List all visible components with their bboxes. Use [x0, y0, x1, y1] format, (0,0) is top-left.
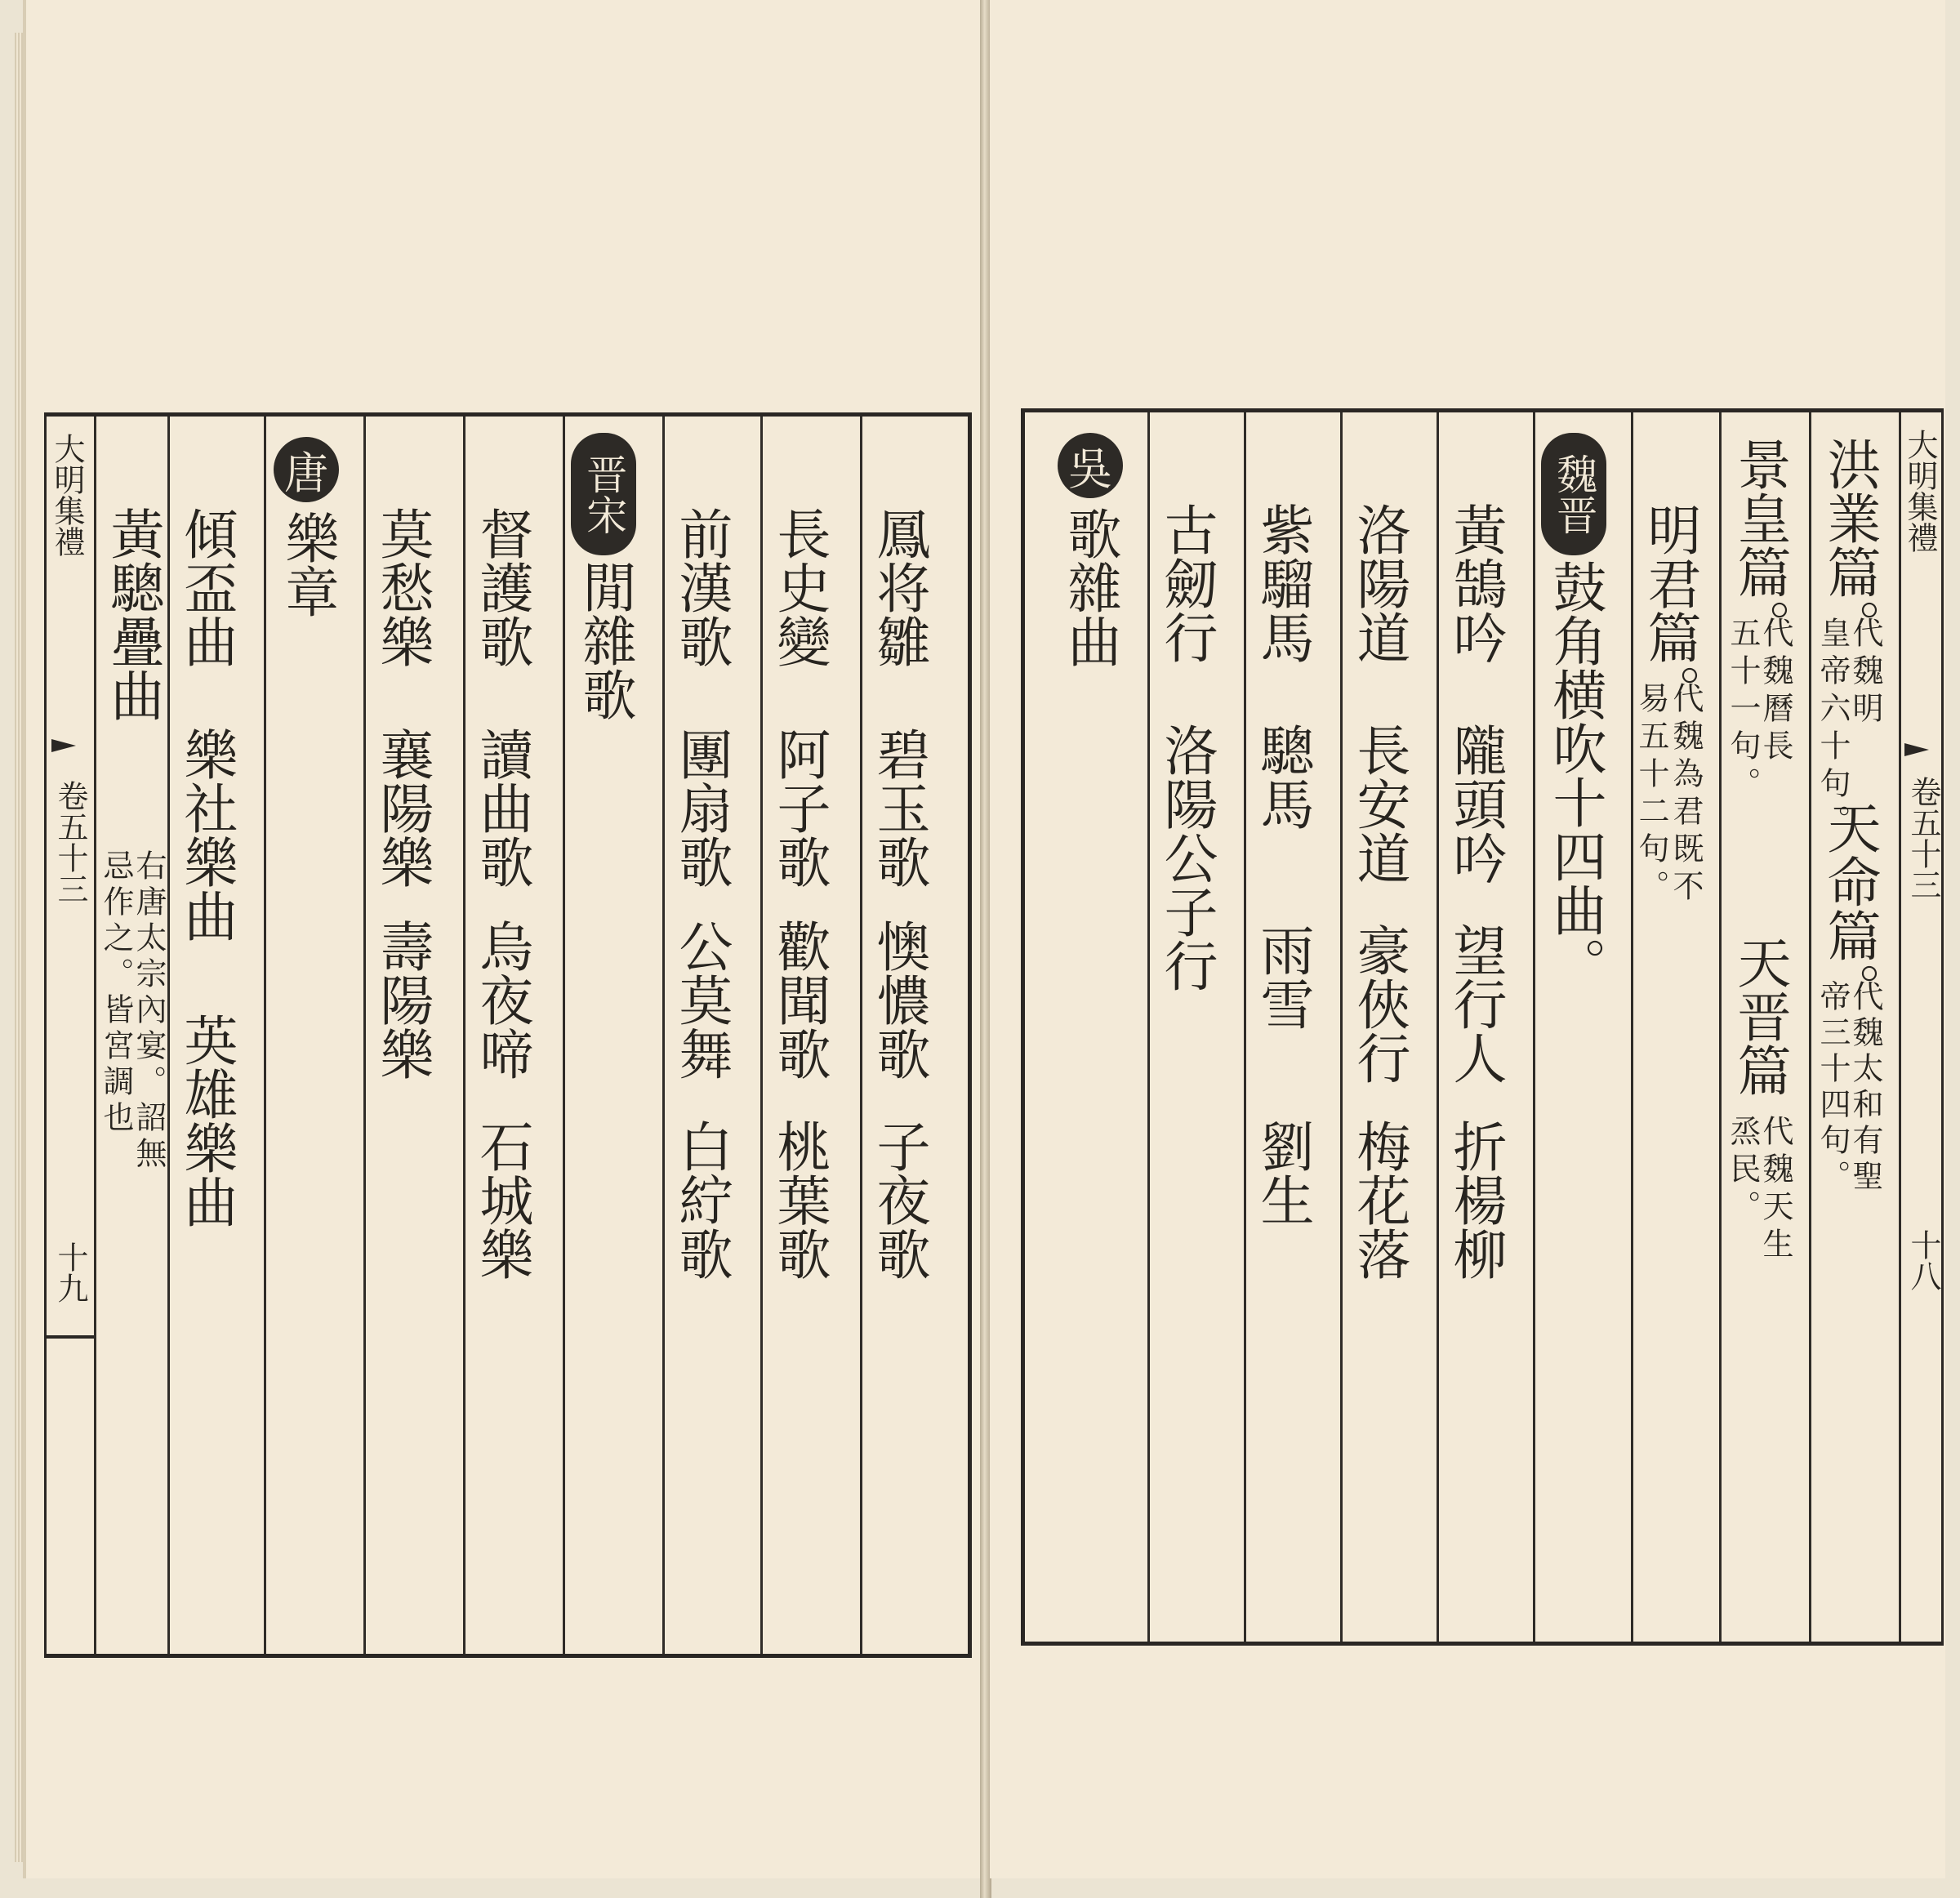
left-margin-strip — [47, 417, 94, 1654]
right-col-5-b: 隴頭吟 — [1444, 723, 1507, 884]
left-col-4-main: 閒雜歌 — [573, 559, 636, 721]
right-col-3-note-left: 易五十二句。 — [1633, 682, 1669, 907]
right-col-2-note-right: 代魏曆長 — [1757, 617, 1793, 767]
right-margin-page: 十八 — [1905, 1229, 1941, 1291]
right-text-frame — [1021, 408, 1944, 1646]
left-col-2-d: 桃葉歌 — [768, 1119, 831, 1281]
right-col-1-note2-left: 帝三十四句。 — [1815, 980, 1851, 1196]
right-col-1-note2-right: 代魏太和有聖 — [1847, 980, 1883, 1196]
right-col-6-d: 梅花落 — [1348, 1119, 1410, 1281]
column-rule — [1719, 412, 1722, 1642]
seal-jin-song — [571, 433, 636, 555]
left-col-1-a: 鳳将雛 — [867, 506, 930, 668]
seal-wei-jin-text: 魏晋 — [1550, 453, 1598, 535]
left-col-1-b: 碧玉歌 — [867, 727, 930, 889]
right-col-5-d: 折楊柳 — [1444, 1119, 1507, 1281]
column-rule — [363, 417, 366, 1654]
column-rule — [1533, 412, 1535, 1642]
seal-wu: 吳 — [1058, 433, 1123, 498]
column-rule — [167, 417, 170, 1654]
left-col-8-b: 樂社樂曲 — [175, 727, 238, 942]
left-col-9-main: 黃驄疊曲 — [101, 506, 164, 722]
right-col-3-main: 明君篇。 — [1638, 502, 1701, 718]
left-col-3-b: 團扇歌 — [670, 727, 733, 889]
left-page — [23, 0, 985, 1878]
right-col-1-main2: 天命篇。 — [1818, 800, 1881, 1016]
right-col-1-note-left: 皇帝六十句。 — [1815, 617, 1851, 842]
right-col-2-main: 景皇篇。 — [1728, 437, 1791, 653]
column-rule — [264, 417, 266, 1654]
left-col-2-c: 歡聞歌 — [768, 919, 831, 1080]
column-rule — [1147, 412, 1150, 1642]
column-rule — [662, 417, 665, 1654]
column-rule — [760, 417, 763, 1654]
left-col-8-a: 傾盃曲 — [175, 506, 238, 668]
right-col-5-c: 望行人 — [1444, 923, 1507, 1085]
left-margin-page: 十九 — [52, 1241, 88, 1303]
right-col-2-note-left: 五十一句。 — [1725, 617, 1761, 804]
right-margin-volume: 卷五十三 — [1905, 776, 1941, 900]
column-rule — [1631, 412, 1633, 1642]
left-col-3-a: 前漢歌 — [670, 506, 733, 668]
left-margin-volume: 卷五十三 — [52, 780, 88, 904]
fold-mark — [51, 739, 76, 752]
left-col-1-c: 懊憹歌 — [867, 919, 930, 1080]
right-col-7-c: 雨雪 — [1251, 923, 1314, 1031]
right-col-8-b: 洛陽公子行 — [1155, 723, 1218, 992]
left-col-2-a: 長史變 — [768, 506, 831, 668]
right-col-7-a: 紫騮馬 — [1251, 502, 1314, 664]
left-col-5-c: 烏夜啼 — [470, 919, 533, 1080]
right-margin-strip — [1901, 412, 1944, 1642]
column-rule — [1340, 412, 1343, 1642]
right-col-5-a: 黃鵠吟 — [1444, 502, 1507, 664]
right-col-2-main2: 天晋篇 — [1728, 935, 1791, 1097]
column-rule — [463, 417, 466, 1654]
left-text-frame — [44, 412, 972, 1658]
left-col-9-note-right: 右唐太宗內宴。詔無 — [131, 849, 167, 1173]
right-col-9-main: 歌雜曲 — [1058, 506, 1121, 668]
column-rule — [94, 417, 96, 1654]
right-col-2-note2-right: 代魏天生 — [1757, 1115, 1793, 1265]
column-rule — [1809, 412, 1811, 1642]
left-col-9-note-left: 忌作之。皆宮調也 — [98, 849, 134, 1137]
left-col-3-c: 公莫舞 — [670, 919, 733, 1080]
right-margin-title: 大明集禮 — [1902, 429, 1938, 553]
right-col-6-c: 豪俠行 — [1348, 923, 1410, 1085]
left-col-6-b: 襄陽樂 — [371, 727, 434, 889]
left-col-3-d: 白紵歌 — [670, 1119, 733, 1281]
right-col-7-d: 劉生 — [1251, 1119, 1314, 1227]
left-col-7-main: 樂章 — [276, 510, 339, 618]
left-margin-title: 大明集禮 — [49, 433, 85, 557]
column-rule — [563, 417, 565, 1654]
left-col-5-a: 督護歌 — [470, 506, 533, 668]
right-page — [990, 0, 1945, 1878]
right-col-3-note-right: 代魏為君既不 — [1668, 682, 1704, 907]
right-col-8-a: 古劒行 — [1155, 502, 1218, 664]
left-col-5-d: 石城樂 — [470, 1119, 533, 1281]
right-col-4-main: 鼓角横吹十四曲。 — [1544, 559, 1606, 991]
column-rule — [860, 417, 862, 1654]
left-col-2-b: 阿子歌 — [768, 727, 831, 889]
left-col-6-c: 壽陽樂 — [371, 919, 434, 1080]
margin-rule — [47, 1335, 94, 1339]
left-col-1-d: 子夜歌 — [867, 1119, 930, 1281]
column-rule — [1437, 412, 1439, 1642]
left-col-5-b: 讀曲歌 — [470, 727, 533, 889]
left-col-6-a: 莫愁樂 — [371, 506, 434, 668]
column-rule — [1244, 412, 1246, 1642]
seal-jin-song-text: 晋宋 — [580, 453, 628, 535]
fold-mark — [1904, 743, 1929, 756]
right-col-7-b: 驄馬 — [1251, 723, 1314, 831]
seal-wei-jin — [1541, 433, 1606, 555]
left-col-8-c: 英雄樂曲 — [175, 1013, 238, 1228]
seal-tang: 唐 — [274, 437, 339, 502]
right-col-1-note-right: 代魏明 — [1847, 617, 1883, 729]
right-col-1-main: 洪業篇。 — [1818, 437, 1881, 653]
right-col-6-b: 長安道 — [1348, 723, 1410, 884]
right-col-6-a: 洛陽道 — [1348, 502, 1410, 664]
right-col-2-note2-left: 烝民。 — [1725, 1115, 1761, 1227]
